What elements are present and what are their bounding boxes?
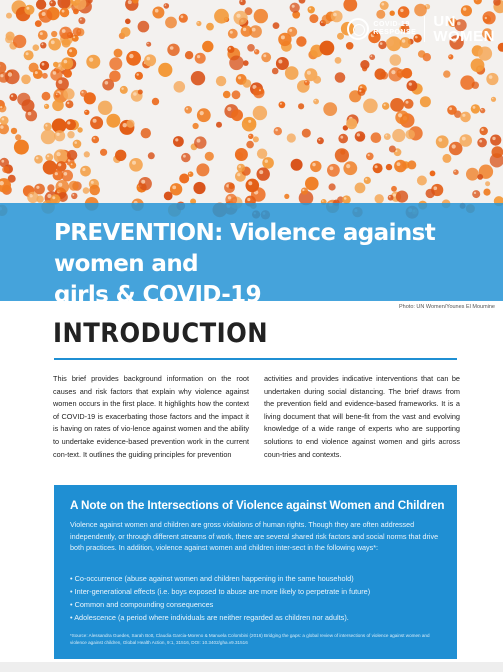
covid-logo-line2: RESPONSE [373,29,417,36]
intro-right-column: activities and provides indicative interventions that can be undertaken during social distancing. The brief draws from the prevention field and evidence-based frameworks. It is a living document that will bene-fit from the vast and evolving knowledge of a wide range of experts who are supporting solutions to end violence against women and girls across coun-tries and contexts. [264,374,460,459]
list-item: • Adolescence (a period where individuals are neither regarded as children nor adults). [70,611,443,624]
logo-divider [424,16,425,42]
list-item: • Common and compounding consequences [70,598,443,611]
note-body: Violence against women and children are gross violations of human rights. Though they are often addressed independently, or through different streams of work, there are several shared risk factors and social norms that drive both practices. In addition, violence against women and children inter-sect in the following ways*: [70,520,439,553]
list-item: • Co-occurrence (abuse against women and children happening in the same household) [70,572,443,585]
page-title [54,218,494,311]
footnote: *Source: Alessandra Guedes, Sarah Bott, Claudia Garcia-Moreno & Manuela Colombini (2016) Bridging the gaps: a global review of intersections of violence against women and violence against children, Global Health Action, 9:1, 31516, DOI: 10.3402/gha.v9.31516 [70,633,430,645]
heading-rule [54,358,457,360]
un-women-line2: WOMEN [433,28,495,45]
un-women-logo [433,14,495,44]
note-box [54,485,457,659]
header-logos [347,14,495,44]
bottom-bar [0,662,503,672]
title-line1: PREVENTION: Violence against women and [54,220,436,277]
title-line2: girls & COVID-19 [54,282,261,308]
intro-left-column: This brief provides background information on the root causes and risk factors that explain why violence against women occurs in the first place. It highlights how the context of COVID-19 is exacerbating those factors and the impact it is having on rates of vio-lence against women and the ability to undertake evidence-based prevention work in the current con-text. It outlines the guiding principles for prevention [53,374,249,459]
note-title: A Note on the Intersections of Violence against Women and Children [70,499,445,512]
covid-logo-line1: COVID-19 [373,21,410,28]
photo-credit: Photo: UN Women/Younes El Moumine [399,304,495,310]
un-women-line1: UN [433,13,456,30]
un-globe-icon [347,18,369,40]
covid-response-logo [347,18,416,40]
introduction-heading: INTRODUCTION [53,318,269,349]
list-item: • Inter-generational effects (i.e. boys exposed to abuse are more likely to perpetrate in future) [70,585,443,598]
note-bullet-list [70,572,443,624]
